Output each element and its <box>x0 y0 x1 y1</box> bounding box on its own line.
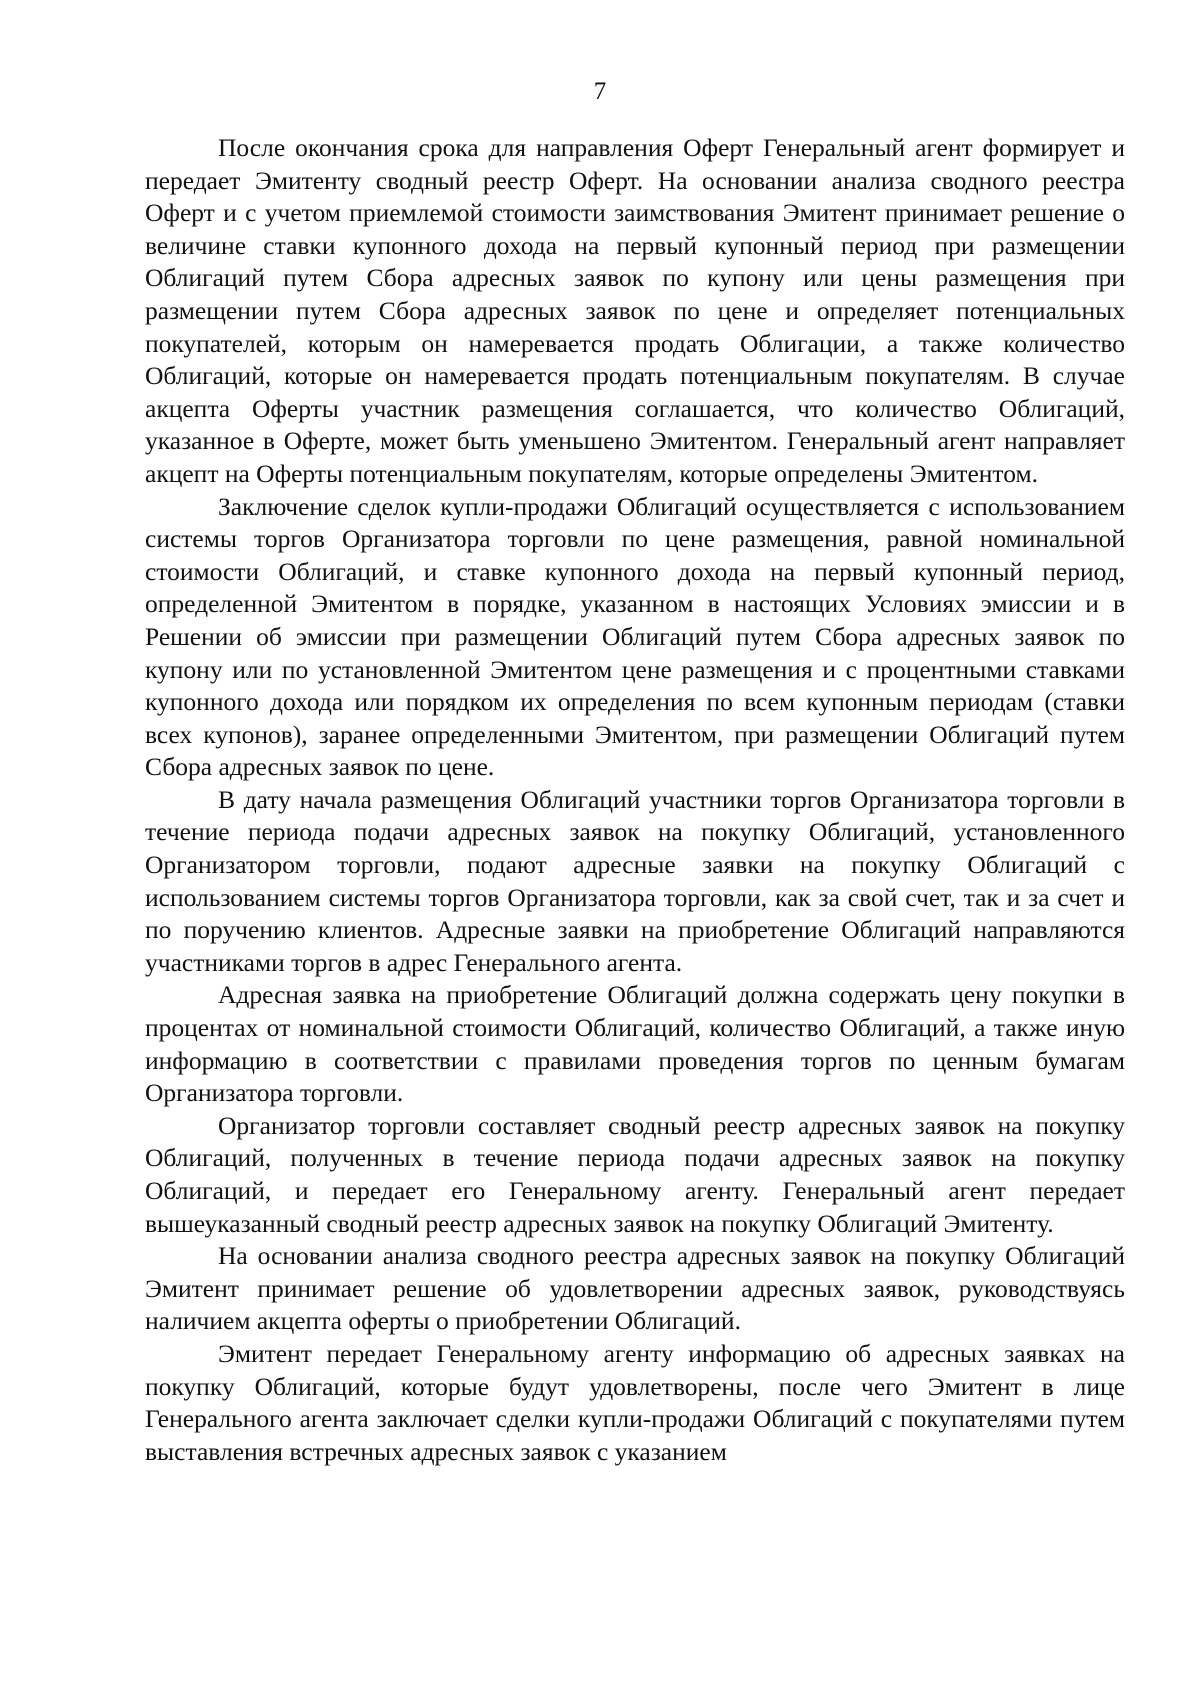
paragraph-offers-registry: После окончания срока для направления Оферт Генеральный агент формирует и передает Эмитенту сводный реестр Оферт. На основании анализа сводного реестра Оферт и с учетом приемлемой стоимости заимствования Эмитент принимает решение о величине ставки купонного дохода на первый купонный период при размещении Облигаций путем Сбора адресных заявок по купону или цены размещения при размещении путем Сбора адресных заявок по цене и определяет потенциальных покупателей, которым он намеревается продать Облигации, а также количество Облигаций, которые он намеревается продать потенциальным покупателям. В случае акцепта Оферты участник размещения соглашается, что количество Облигаций, указанное в Оферте, может быть уменьшено Эмитентом. Генеральный агент направляет акцепт на Оферты потенциальным покупателям, которые определены Эмитентом. <box>145 133 1125 488</box>
paragraph-satisfied-bids: Эмитент передает Генеральному агенту информацию об адресных заявках на покупку Облигаций, которые будут удовлетворены, после чего Эмитент в лице Генерального агента заключает сделки купли-продажи Облигаций с покупателями путем выставления встречных адресных заявок с указанием <box>145 1338 1125 1466</box>
paragraph-placement-start: В дату начала размещения Облигаций участники торгов Организатора торговли в течение периода подачи адресных заявок на покупку Облигаций, установленного Организатором торговли, подают адресные заявки на покупку Облигаций с использованием системы торгов Организатора торговли, как за свой счет, так и за счет и по поручению клиентов. Адресные заявки на приобретение Облигаций направляются участниками торгов в адрес Генерального агента. <box>145 784 1125 977</box>
document-body <box>145 132 1125 1468</box>
paragraph-issuer-decision: На основании анализа сводного реестра адресных заявок на покупку Облигаций Эмитент принимает решение об удовлетворении адресных заявок, руководствуясь наличием акцепта оферты о приобретении Облигаций. <box>145 1241 1125 1336</box>
paragraph-deal-conclusion: Заключение сделок купли-продажи Облигаций осуществляется с использованием системы торгов Организатора торговли по цене размещения, равной номинальной стоимости Облигаций, и ставке купонного дохода на первый купонный период, определенной Эмитентом в порядке, указанном в настоящих Условиях эмиссии и в Решении об эмиссии при размещении Облигаций путем Сбора адресных заявок по купону или по установленной Эмитентом цене размещения и с процентными ставками купонного дохода или порядком их определения по всем купонным периодам (ставки всех купонов), заранее определенными Эмитентом, при размещении Облигаций путем Сбора адресных заявок по цене. <box>145 491 1125 782</box>
page-number: 7 <box>593 78 607 105</box>
paragraph-bids-registry: Организатор торговли составляет сводный реестр адресных заявок на покупку Облигаций, полученных в течение периода подачи адресных заявок на покупку Облигаций, и передает его Генеральному агенту. Генеральный агент передает вышеуказанный сводный реестр адресных заявок на покупку Облигаций Эмитенту. <box>145 1110 1125 1238</box>
paragraph-bid-contents: Адресная заявка на приобретение Облигаций должна содержать цену покупки в процентах от номинальной стоимости Облигаций, количество Облигаций, а также иную информацию в соответствии с правилами проведения торгов по ценным бумагам Организатора торговли. <box>145 980 1125 1108</box>
